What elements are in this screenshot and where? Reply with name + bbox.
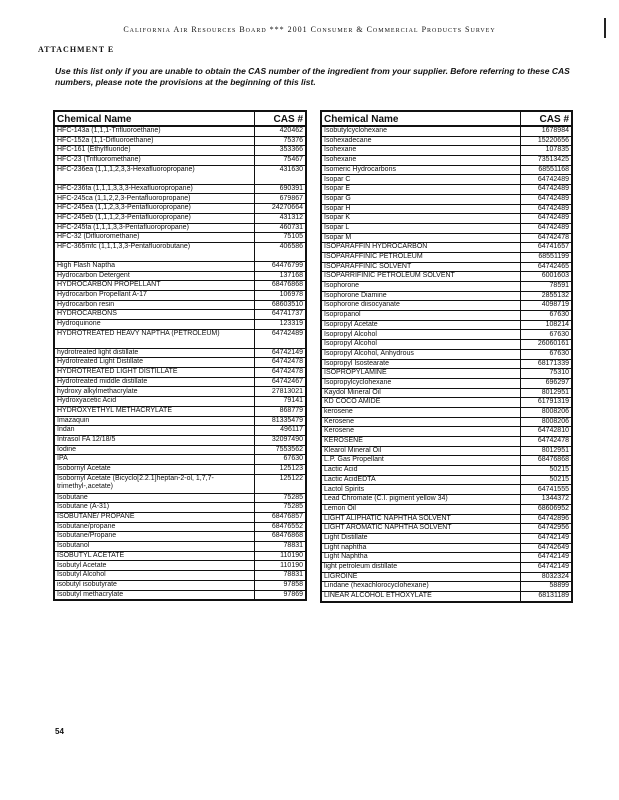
cas-number-cell: 68476868 xyxy=(520,456,572,466)
chemical-name-cell: Isohexane xyxy=(321,146,520,156)
chemical-name-cell: Light naphtha xyxy=(321,543,520,553)
table-row xyxy=(54,551,306,561)
cas-number-cell: 7553562 xyxy=(254,445,306,455)
cas-number-cell: 15220656 xyxy=(520,136,572,146)
cas-number-cell: 110190 xyxy=(254,551,306,561)
cas-number-cell: 64742149 xyxy=(254,348,306,358)
cas-number-cell: 2855132 xyxy=(520,291,572,301)
chemical-name-cell: Isobutane (A-31) xyxy=(54,503,254,513)
cas-number-cell: 1678984 xyxy=(520,126,572,136)
cas-number-cell: 68603510 xyxy=(254,300,306,310)
chemical-name-cell: Isopar H xyxy=(321,204,520,214)
chemical-name-cell: Isopropyl Alcohol, Anhydrous xyxy=(321,349,520,359)
table-row xyxy=(54,397,306,407)
cas-number-cell: 868779 xyxy=(254,406,306,416)
cas-number-cell: 460731 xyxy=(254,223,306,233)
cas-number-cell: 64742465 xyxy=(520,262,572,272)
table-row xyxy=(321,165,572,175)
chemical-name-cell: HFC-245ea (1,1,2,3,3-Pentafluoropropane) xyxy=(54,204,254,214)
cas-number-cell: 64741737 xyxy=(254,310,306,320)
table-row xyxy=(54,184,306,194)
chemical-name-cell: Isopar L xyxy=(321,223,520,233)
chemical-name-cell: Isomeric Hydrocarbons xyxy=(321,165,520,175)
cas-number-cell: 68131189 xyxy=(520,592,572,602)
table-row xyxy=(54,126,306,136)
table-row xyxy=(54,204,306,214)
table-row xyxy=(54,300,306,310)
cas-number-cell: 64742489 xyxy=(520,175,572,185)
chemical-name-cell: ISOPROPYLAMINE xyxy=(321,369,520,379)
chemical-name-cell: Kerosene xyxy=(321,417,520,427)
table-row xyxy=(54,358,306,368)
chemical-name-cell: LIGHT AROMATIC NAPHTHA SOLVENT xyxy=(321,524,520,534)
table-row xyxy=(321,398,572,408)
cas-number-cell: 8008206 xyxy=(520,417,572,427)
table-row xyxy=(54,194,306,204)
cas-number-cell: 696297 xyxy=(520,378,572,388)
table-row xyxy=(54,348,306,358)
chemical-name-cell: Isobornyl Acetate (Bicyclo[2.2.1]heptan-2-ol, 1,7,7-trimethyl-,acetate) xyxy=(54,474,254,493)
cas-number-cell: 67630 xyxy=(254,455,306,465)
table-row xyxy=(54,223,306,233)
running-header: California Air Resources Board *** 2001 Consumer & Commercial Products Survey xyxy=(123,25,496,34)
table-row xyxy=(321,543,572,553)
table-row xyxy=(54,455,306,465)
table-row xyxy=(321,320,572,330)
table-row xyxy=(54,445,306,455)
chemical-name-cell: Imazaquin xyxy=(54,416,254,426)
cas-number-cell: 64741555 xyxy=(520,485,572,495)
instructions-text: Use this list only if you are unable to obtain the CAS number of the ingredient from your supplier. Before referring to these CAS numbers, please note the provisions at the beginning of this list. xyxy=(55,66,570,87)
chemical-name-cell: Hydrocarbon Detergent xyxy=(54,271,254,281)
cas-number-cell: 406586 xyxy=(254,242,306,261)
chemical-name-cell: HFC-23 (Trifluoromethane) xyxy=(54,156,254,166)
table-row xyxy=(321,214,572,224)
cas-number-cell: 137168 xyxy=(254,271,306,281)
chemical-name-cell: Klearol Mineral Oil xyxy=(321,446,520,456)
chemical-name-cell: isobutyl isobutyrate xyxy=(54,580,254,590)
cas-number-cell: 353366 xyxy=(254,146,306,156)
table-row xyxy=(321,427,572,437)
cas-number-cell: 75285 xyxy=(254,493,306,503)
chemical-name-cell: Indan xyxy=(54,426,254,436)
table-row xyxy=(54,513,306,523)
cas-number-cell: 26060161 xyxy=(520,340,572,350)
table-row xyxy=(54,271,306,281)
cas-number-cell: 68551168 xyxy=(520,165,572,175)
table-row xyxy=(54,213,306,223)
table-row xyxy=(321,359,572,369)
cas-number-cell: 64476799 xyxy=(254,261,306,271)
table-row xyxy=(321,156,572,166)
chemical-name-cell: ISOPARRIFINIC PETROLEUM SOLVENT xyxy=(321,272,520,282)
chemical-name-cell: HYDROXYETHYL METHACRYLATE xyxy=(54,406,254,416)
cas-number-cell: 79141 xyxy=(254,397,306,407)
cas-number-cell: 8032324 xyxy=(520,572,572,582)
chemical-name-cell: Isopar E xyxy=(321,185,520,195)
cas-number-cell: 1344372 xyxy=(520,495,572,505)
table-row xyxy=(54,242,306,261)
cas-number-cell: 32097490 xyxy=(254,435,306,445)
cas-number-cell: 50215 xyxy=(520,466,572,476)
cas-number-cell: 68476868 xyxy=(254,281,306,291)
cas-number-cell: 68476857 xyxy=(254,513,306,523)
chemical-name-cell: Intrasol FA 12/18/5 xyxy=(54,435,254,445)
chemical-name-cell: Kerosene xyxy=(321,427,520,437)
cas-number-cell: 75310 xyxy=(520,369,572,379)
cas-number-cell: 431312 xyxy=(254,213,306,223)
table-row xyxy=(321,514,572,524)
chemical-name-cell: Hydrocarbon Propellant A-17 xyxy=(54,290,254,300)
cas-number-cell: 420462 xyxy=(254,126,306,136)
table-row xyxy=(54,571,306,581)
cas-number-cell: 125123 xyxy=(254,464,306,474)
table-row xyxy=(321,437,572,447)
table-row xyxy=(54,146,306,156)
table-row xyxy=(54,561,306,571)
cas-table-left xyxy=(53,110,307,601)
table-row xyxy=(321,262,572,272)
cas-number-cell: 64742956 xyxy=(520,524,572,534)
cas-table-right xyxy=(320,110,573,603)
table-row xyxy=(54,503,306,513)
table-row xyxy=(321,466,572,476)
chemical-name-cell: HFC-245eb (1,1,1,2,3-Pentafluoropropane) xyxy=(54,213,254,223)
chemical-name-cell: Isobutyl methacrylate xyxy=(54,590,254,600)
table-row xyxy=(54,368,306,378)
table-row xyxy=(54,542,306,552)
table-row xyxy=(321,349,572,359)
table-row xyxy=(321,504,572,514)
table-row xyxy=(54,464,306,474)
cas-number-cell: 64742149 xyxy=(520,562,572,572)
cas-number-cell: 75376 xyxy=(254,136,306,146)
table-row xyxy=(321,456,572,466)
cas-number-cell: 64742478 xyxy=(254,358,306,368)
chemical-name-cell: Hydrotreated middle distillate xyxy=(54,377,254,387)
chemical-name-cell: Isobutane/propane xyxy=(54,522,254,532)
cas-number-cell: 78831 xyxy=(254,542,306,552)
table-row xyxy=(321,301,572,311)
cas-number-cell: 64742489 xyxy=(520,194,572,204)
chemical-name-cell: hydrotreated light distillate xyxy=(54,348,254,358)
cas-number-cell: 110190 xyxy=(254,561,306,571)
chemical-name-cell: hydroxy alkylmethacrylate xyxy=(54,387,254,397)
table-body xyxy=(54,126,306,600)
cas-number-cell: 106978 xyxy=(254,290,306,300)
chemical-name-cell: Lindane (hexachlorocyclohexane) xyxy=(321,582,520,592)
chemical-name-cell: IPA xyxy=(54,455,254,465)
table-row xyxy=(321,485,572,495)
cas-number-cell: 73513425 xyxy=(520,156,572,166)
chemical-name-cell: LIGROINE xyxy=(321,572,520,582)
chemical-name-cell: HFC-143a (1,1,1-Trifluoroethane) xyxy=(54,126,254,136)
table-row xyxy=(54,290,306,300)
table-row xyxy=(321,243,572,253)
table-header-row xyxy=(54,111,306,126)
table-row xyxy=(321,194,572,204)
table-row xyxy=(54,406,306,416)
chemical-name-cell: HFC-236ea (1,1,1,2,3,3-Hexafluoropropane) xyxy=(54,165,254,184)
table-row xyxy=(321,524,572,534)
cas-number-cell: 8008206 xyxy=(520,407,572,417)
cas-number-cell: 64742149 xyxy=(520,533,572,543)
table-row xyxy=(321,378,572,388)
table-row xyxy=(321,252,572,262)
chemical-name-cell: HFC-32 (Difluoromethane) xyxy=(54,233,254,243)
attachment-label: ATTACHMENT E xyxy=(38,45,115,54)
chemical-name-cell: Lemon Oil xyxy=(321,504,520,514)
chemical-name-cell: L.P. Gas Propellant xyxy=(321,456,520,466)
chemical-name-cell: ISOBUTANE/ PROPANE xyxy=(54,513,254,523)
chemical-name-cell: HFC-152a (1,1-Difluoroethane) xyxy=(54,136,254,146)
chemical-name-cell: Lactic Acid xyxy=(321,466,520,476)
table-row xyxy=(54,580,306,590)
cas-number-cell: 64742478 xyxy=(520,233,572,243)
cas-number-cell: 27813021 xyxy=(254,387,306,397)
cas-number-cell: 64742489 xyxy=(520,204,572,214)
chemical-name-cell: Isopropyl Alcohol xyxy=(321,340,520,350)
chemical-name-cell: Isopropyl Alcohol xyxy=(321,330,520,340)
chemical-name-cell: HFC-365mfc (1,1,1,3,3-Pentafluorobutane) xyxy=(54,242,254,261)
table-row xyxy=(54,156,306,166)
chemical-name-cell: HFC-245fa (1,1,1,3,3-Pentafluoropropane) xyxy=(54,223,254,233)
cas-number-cell: 64742810 xyxy=(520,427,572,437)
chemical-name-cell: HFC-236fa (1,1,1,3,3,3-Hexafluoropropane) xyxy=(54,184,254,194)
chemical-name-cell: ISOPARAFFIN HYDROCARBON xyxy=(321,243,520,253)
table-row xyxy=(321,562,572,572)
cas-number-cell: 64742478 xyxy=(520,437,572,447)
chemical-name-cell: Isohexadecane xyxy=(321,136,520,146)
table-row xyxy=(321,311,572,321)
table-row xyxy=(54,590,306,600)
cas-number-cell: 78591 xyxy=(520,282,572,292)
chemical-name-cell: Isopropanol xyxy=(321,311,520,321)
chemical-name-cell: Hydrocarbon resin xyxy=(54,300,254,310)
chemical-name-cell: Isobutyl Alcohol xyxy=(54,571,254,581)
table-row xyxy=(321,136,572,146)
chemical-name-cell: Light Naphtha xyxy=(321,553,520,563)
margin-bar xyxy=(604,18,606,38)
chemical-name-cell: Isopar K xyxy=(321,214,520,224)
table-row xyxy=(321,533,572,543)
table-row xyxy=(321,291,572,301)
table-row xyxy=(321,592,572,602)
table-row xyxy=(321,553,572,563)
cas-number-cell: 68606952 xyxy=(520,504,572,514)
table-row xyxy=(54,474,306,493)
cas-number-cell: 97858 xyxy=(254,580,306,590)
table-row xyxy=(54,493,306,503)
cas-number-cell: 68551199 xyxy=(520,252,572,262)
table-row xyxy=(54,377,306,387)
table-row xyxy=(321,582,572,592)
cas-number-header: CAS # xyxy=(254,111,306,126)
chemical-name-cell: KEROSENE xyxy=(321,437,520,447)
chemical-name-cell: Lactol Spirits xyxy=(321,485,520,495)
table-row xyxy=(54,233,306,243)
cas-number-cell: 97869 xyxy=(254,590,306,600)
table-row xyxy=(321,369,572,379)
cas-number-cell: 64742478 xyxy=(254,368,306,378)
table-body xyxy=(321,126,572,602)
chemical-name-cell: Isopar G xyxy=(321,194,520,204)
chemical-name-cell: Hydroxyacetic Acid xyxy=(54,397,254,407)
chemical-name-cell: kerosene xyxy=(321,407,520,417)
table-row xyxy=(54,261,306,271)
table-row xyxy=(54,165,306,184)
table-header-row xyxy=(321,111,572,126)
chemical-name-cell: Isopropylcyclohexane xyxy=(321,378,520,388)
chemical-name-cell: Isobutylcyclohexane xyxy=(321,126,520,136)
chemical-name-cell: LINEAR ALCOHOL ETHOXYLATE xyxy=(321,592,520,602)
cas-number-cell: 68476868 xyxy=(254,532,306,542)
chemical-name-cell: Isopropyl Acetate xyxy=(321,320,520,330)
cas-number-cell: 64742649 xyxy=(520,543,572,553)
table-row xyxy=(321,272,572,282)
table-row xyxy=(54,435,306,445)
chemical-name-cell: Lead Chromate (C.I. pigment yellow 34) xyxy=(321,495,520,505)
chemical-name-cell: Isobutanol xyxy=(54,542,254,552)
cas-number-cell: 61791319 xyxy=(520,398,572,408)
chemical-name-cell: Isohexane xyxy=(321,156,520,166)
chemical-name-cell: Isopar M xyxy=(321,233,520,243)
chemical-name-cell: LIGHT ALIPHATIC NAPHTHA SOLVENT xyxy=(321,514,520,524)
chemical-name-cell: Iodine xyxy=(54,445,254,455)
cas-number-cell: 496117 xyxy=(254,426,306,436)
table-row xyxy=(321,572,572,582)
chemical-name-cell: Light Distillate xyxy=(321,533,520,543)
cas-number-cell: 64742489 xyxy=(254,329,306,348)
chemical-name-cell: HYDROCARBON PROPELLANT xyxy=(54,281,254,291)
chemical-name-cell: Kaydol Mineral Oil xyxy=(321,388,520,398)
table-row xyxy=(321,282,572,292)
table-row xyxy=(54,387,306,397)
chemical-name-cell: Hydrotreated Light Distillate xyxy=(54,358,254,368)
cas-number-cell: 64742896 xyxy=(520,514,572,524)
cas-number-cell: 64742467 xyxy=(254,377,306,387)
cas-number-cell: 4098719 xyxy=(520,301,572,311)
table-row xyxy=(54,281,306,291)
chemical-name-cell: Isophorone diisocyanate xyxy=(321,301,520,311)
cas-number-header: CAS # xyxy=(520,111,572,126)
cas-number-cell: 75467 xyxy=(254,156,306,166)
chemical-name-cell: Isobutyl Acetate xyxy=(54,561,254,571)
cas-number-cell: 24270664 xyxy=(254,204,306,214)
chemical-name-cell: KD COCO AMIDE xyxy=(321,398,520,408)
table-row xyxy=(54,320,306,330)
cas-number-cell: 64742489 xyxy=(520,214,572,224)
chemical-name-cell: Isobornyl Acetate xyxy=(54,464,254,474)
cas-number-cell: 123319 xyxy=(254,320,306,330)
table-row xyxy=(54,310,306,320)
table-row xyxy=(321,417,572,427)
table-row xyxy=(321,340,572,350)
chemical-name-cell: ISOBUTYL ACETATE xyxy=(54,551,254,561)
cas-number-cell: 68171339 xyxy=(520,359,572,369)
chemical-name-cell: Isophorone xyxy=(321,282,520,292)
cas-number-cell: 75285 xyxy=(254,503,306,513)
table-row xyxy=(321,446,572,456)
table-row xyxy=(321,495,572,505)
chemical-name-cell: Isopar C xyxy=(321,175,520,185)
chemical-name-cell: Hydroquinone xyxy=(54,320,254,330)
table-row xyxy=(54,329,306,348)
table-row xyxy=(321,223,572,233)
cas-number-cell: 431630 xyxy=(254,165,306,184)
table-row xyxy=(321,204,572,214)
table-row xyxy=(321,233,572,243)
cas-number-cell: 8012951 xyxy=(520,388,572,398)
chemical-name-cell: HYDROCARBONS xyxy=(54,310,254,320)
chemical-name-cell: Lactic AcidEDTA xyxy=(321,475,520,485)
chemical-name-cell: Isobutane/Propane xyxy=(54,532,254,542)
page-number: 54 xyxy=(55,727,64,736)
cas-number-cell: 690391 xyxy=(254,184,306,194)
chemical-name-cell: ISOPARAFFINIC PETROLEUM xyxy=(321,252,520,262)
cas-number-cell: 108214 xyxy=(520,320,572,330)
cas-number-cell: 64742489 xyxy=(520,185,572,195)
cas-number-cell: 68476552 xyxy=(254,522,306,532)
cas-number-cell: 78831 xyxy=(254,571,306,581)
cas-number-cell: 58899 xyxy=(520,582,572,592)
cas-number-cell: 679867 xyxy=(254,194,306,204)
cas-number-cell: 67630 xyxy=(520,330,572,340)
table-row xyxy=(321,126,572,136)
cas-number-cell: 81335479 xyxy=(254,416,306,426)
cas-number-cell: 67630 xyxy=(520,311,572,321)
table-row xyxy=(321,407,572,417)
table-row xyxy=(321,146,572,156)
cas-number-cell: 64741657 xyxy=(520,243,572,253)
table-row xyxy=(54,532,306,542)
cas-number-cell: 50215 xyxy=(520,475,572,485)
cas-number-cell: 125122 xyxy=(254,474,306,493)
cas-number-cell: 8012951 xyxy=(520,446,572,456)
table-row xyxy=(321,330,572,340)
chemical-name-cell: HFC-161 (Ethylfluoride) xyxy=(54,146,254,156)
chemical-name-cell: High Flash Naptha xyxy=(54,261,254,271)
chemical-name-header: Chemical Name xyxy=(321,111,520,126)
chemical-name-header: Chemical Name xyxy=(54,111,254,126)
chemical-name-cell: Isophorone Diamine xyxy=(321,291,520,301)
table-row xyxy=(54,136,306,146)
cas-number-cell: 64742489 xyxy=(520,223,572,233)
cas-number-cell: 75105 xyxy=(254,233,306,243)
table-row xyxy=(54,426,306,436)
table-row xyxy=(321,185,572,195)
cas-number-cell: 6001603 xyxy=(520,272,572,282)
chemical-name-cell: HYDROTREATED HEAVY NAPTHA (PETROLEUM) xyxy=(54,329,254,348)
chemical-name-cell: Isobutane xyxy=(54,493,254,503)
chemical-name-cell: HYDROTREATED LIGHT DISTILLATE xyxy=(54,368,254,378)
table-row xyxy=(321,388,572,398)
table-row xyxy=(54,416,306,426)
chemical-name-cell: HFC-245ca (1,1,2,2,3-Pentafluoropropane) xyxy=(54,194,254,204)
table-row xyxy=(54,522,306,532)
chemical-name-cell: ISOPARAFFINIC SOLVENT xyxy=(321,262,520,272)
table-row xyxy=(321,175,572,185)
table-row xyxy=(321,475,572,485)
cas-number-cell: 64742149 xyxy=(520,553,572,563)
chemical-name-cell: light petroleum distillate xyxy=(321,562,520,572)
cas-number-cell: 67630 xyxy=(520,349,572,359)
cas-number-cell: 107835 xyxy=(520,146,572,156)
chemical-name-cell: Isopropyl Isostearate xyxy=(321,359,520,369)
